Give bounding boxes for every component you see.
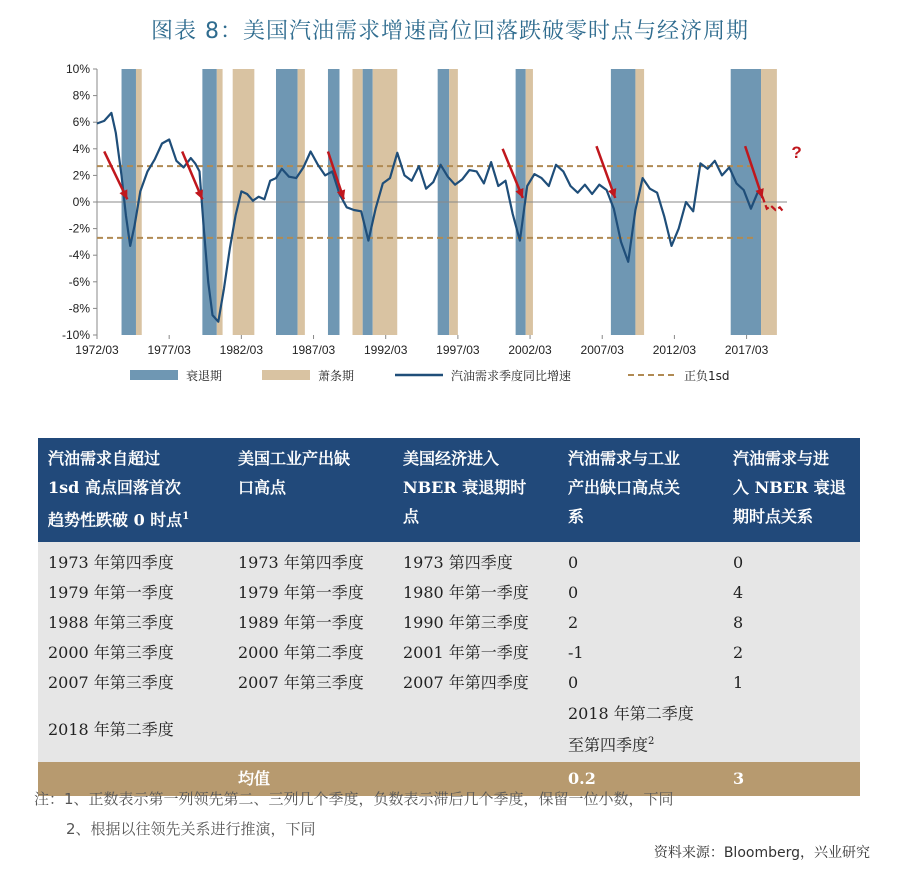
- x-tick-label: 2017/03: [724, 343, 769, 357]
- header-cell-gasoline-below-zero: 汽油需求自超过 1sd 高点回落首次 趋势性跌破 0 时点$^1$: [38, 438, 228, 542]
- table-cell: [723, 698, 860, 761]
- table-cell: -1: [558, 638, 723, 668]
- table-cell: 1990 年第三季度: [393, 608, 558, 638]
- y-tick-label: 10%: [65, 62, 90, 76]
- footnote-1: 注：1、正数表示第一列领先第二、三列几个季度，负数表示滞后几个季度，保留一位小数，下同: [34, 790, 674, 808]
- legend-label: 汽油需求季度同比增速: [451, 369, 572, 383]
- y-tick-label: 2%: [72, 168, 90, 183]
- x-tick-label: 1977/03: [147, 343, 191, 357]
- table-row: [38, 608, 860, 638]
- legend-label: 萧条期: [318, 369, 355, 383]
- table-row: [38, 698, 860, 761]
- table-cell: 1973 第四季度: [393, 542, 558, 578]
- y-tick-label: 6%: [72, 115, 90, 130]
- page-title: 图表 8：美国汽油需求增速高位回落跌破零时点与经济周期: [151, 19, 749, 44]
- table-cell: 1979 年第一季度: [228, 578, 393, 608]
- table-cell: 1989 年第一季度: [228, 608, 393, 638]
- table-cell: 1988 年第三季度: [38, 608, 228, 638]
- table-cell: 2007 年第三季度: [38, 668, 228, 698]
- legend-swatch: [262, 370, 310, 380]
- table-cell: 1980 年第一季度: [393, 578, 558, 608]
- table-cell: [228, 698, 393, 761]
- source-note: 资料来源：Bloomberg，兴业研究: [653, 845, 870, 861]
- legend-label: 正负1sd: [684, 369, 730, 383]
- header-cell-lead-nber: 汽油需求与进 入 NBER 衰退 期时点关系: [723, 438, 860, 542]
- table-row: [38, 578, 860, 608]
- y-tick-label: -2%: [68, 221, 90, 236]
- header-cell-nber-recession: 美国经济进入 NBER 衰退期时 点: [393, 438, 558, 542]
- y-tick-label: -4%: [68, 248, 90, 263]
- table-cell: 8: [723, 608, 860, 638]
- table-cell: 2007 年第四季度: [393, 668, 558, 698]
- table-cell: 0: [558, 578, 723, 608]
- x-tick-label: 1972/03: [75, 343, 119, 357]
- footnote-2: 2、根据以往领先关系进行推演，下同: [66, 820, 316, 838]
- table-cell: 0: [558, 542, 723, 578]
- x-tick-label: 2002/03: [508, 343, 552, 357]
- y-tick-label: 0%: [72, 195, 90, 209]
- x-tick-label: 1987/03: [291, 343, 336, 357]
- data-table: [38, 438, 860, 796]
- x-tick-label: 1992/03: [364, 343, 408, 357]
- table-cell: 0: [723, 542, 860, 578]
- x-tick-label: 1982/03: [219, 343, 264, 357]
- table-row: [38, 542, 860, 578]
- y-tick-label: 8%: [72, 88, 90, 103]
- table-cell: 2018 年第二季度: [38, 698, 228, 761]
- table-cell: 2001 年第一季度: [393, 638, 558, 668]
- average-value: 0.2: [558, 762, 723, 796]
- average-value: 3: [723, 762, 860, 796]
- header-cell-lead-output-gap: 汽油需求与工业 产出缺口高点关 系: [558, 438, 723, 542]
- table-row: [38, 668, 860, 698]
- question-mark: ?: [791, 143, 802, 163]
- y-tick-label: -6%: [68, 274, 90, 289]
- table-cell: 2000 年第二季度: [228, 638, 393, 668]
- table-cell: 2018 年第二季度 至第四季度$^2$: [558, 698, 723, 761]
- table-cell: 1973 年第四季度: [38, 542, 228, 578]
- average-label: 均值: [228, 762, 393, 796]
- table-cell: 0: [558, 668, 723, 698]
- legend-swatch: [130, 370, 178, 380]
- header-cell-output-gap-peak: 美国工业产出缺 口高点: [228, 438, 393, 542]
- chart: [0, 50, 900, 390]
- table-cell: 4: [723, 578, 860, 608]
- x-tick-label: 1997/03: [436, 343, 480, 357]
- table-cell: 1979 年第一季度: [38, 578, 228, 608]
- table-header-row: [38, 438, 860, 542]
- legend-label: 衰退期: [186, 369, 223, 383]
- table-cell: 2: [723, 638, 860, 668]
- table-cell: [393, 698, 558, 761]
- table-cell: 1: [723, 668, 860, 698]
- y-tick-label: 4%: [72, 141, 90, 156]
- table-cell: 2000 年第三季度: [38, 638, 228, 668]
- x-tick-label: 2012/03: [652, 343, 697, 357]
- x-tick-label: 2007/03: [580, 343, 624, 357]
- table-cell: 2007 年第三季度: [228, 668, 393, 698]
- table-row: [38, 638, 860, 668]
- table-cell: 1973 年第四季度: [228, 542, 393, 578]
- gasoline-demand-line: [97, 113, 763, 322]
- table-cell: 2: [558, 608, 723, 638]
- y-tick-label: -8%: [68, 301, 90, 316]
- y-tick-label: -10%: [61, 328, 90, 342]
